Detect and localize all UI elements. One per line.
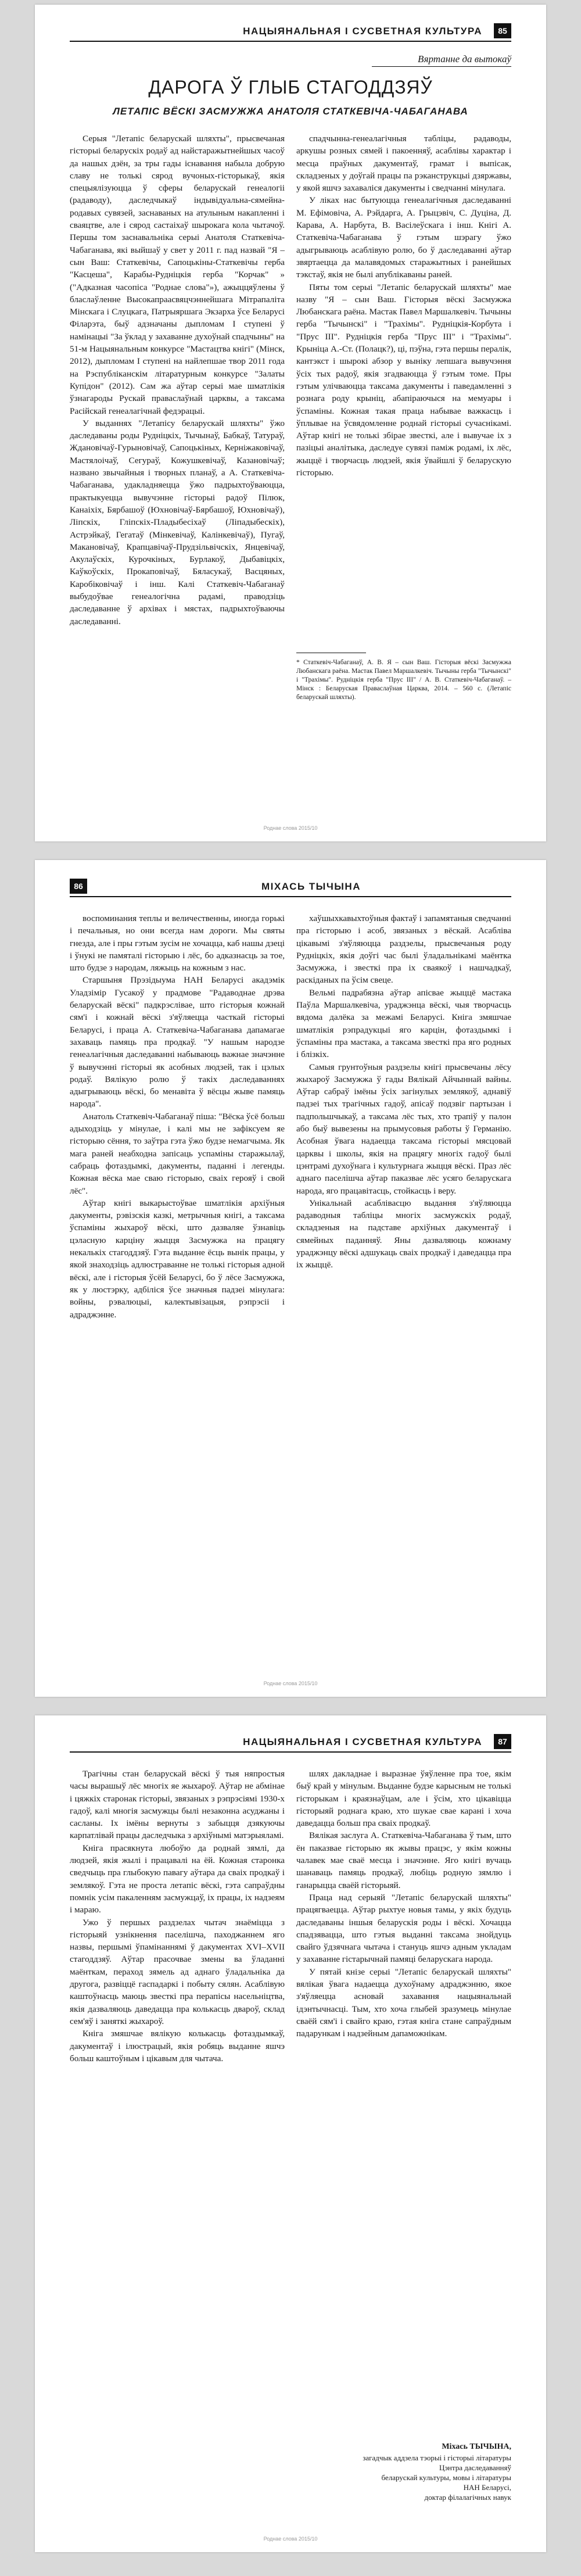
paragraph: У выданнях "Летапісу беларускай шляхты" ўжо даследаваны роды Рудніцкіх, Тычынаў, Бабкаў, Татураў, Ждановічаў-Гурыновічаў, Сапоцькіных, Керніжаковічаў, Мастялоічаў, Сегураў, Кожушкевічаў, Казановічаў; названо звычайныя і творных планаў, а А. Статкевіча-Чабаганава, удакладняецца ўжо падрыхтоўваюцца, практыкуецца вывучэнне гісторыі радоў Пілюк, Канаіхіх, Бярбашоў (Юхновічаў-Бярбашоў, Юхновічаў), Ліпскіх, Гліпскіх-Пладыбесіхаў (Ліпадыбескіх), Астрэйкаў, Гегатаў (Мінкевічаў, Калінкевічаў), Пугаў, Макановічаў, Крапцавічаў-Прудзільвічскіх, Янцевічаў, Акулаўскіх, Курочкіных, Бурлакоў, Дыбавіцкіх, Каўкоўскіх, Прокаповічаў, Бяласукаў, Васцяных, Каробіковічаў і інш. Калі Статкевіч-Чабаганаў выбудоўвае генеалогічна радамі, праводзіць даследаванне ў архівах і мястах, падрыхтоўваючы даследаванні. [70,418,285,626]
column-right [296,132,511,644]
paragraph: У пятай кнізе серыі "Летапіс беларускай шляхты" вялікая ўвага надаецца духоўнаму адраджэнню, якое з'яўляецца асновай захавання нацыянальнай ідэнтычнасці. Тым, хто хоча глыбей зразумець мінулае сваёй сям'і і свайго краю, гэтая кніга стане сапраўдным падарункам і надзейным дапаможнікам. [296,1966,511,2039]
column-left [70,1768,285,2523]
article-title: ДАРОГА Ў ГЛЫБ СТАГОДДЗЯЎ [148,77,433,98]
paragraph: Самыя грунтоўныя раздзелы кнігі прысвечаны лёсу жыхароў Засмужжа ў гады Вялікай Айчыннай вайны. Аўтар сабраў імёны ўсіх загінулых землякоў, аднавіў падзеі тых трагічных гадоў, апісаў подзвіг партызан і падпольшчыкаў, а таксама лёс тых, хто трапіў у палон або быў вывезены на прымусовыя работы ў Германію. Асобная ўвага надаецца таксама гісторыі мясцовай царквы і школы, якія на працягу многіх гадоў былі цэнтрамі духоўнага і культурнага жыцця вёскі. Праз лёс аднаго паселішча аўтар паказвае лёс усяго беларускага народа, яго працавітасць, стойкасць і веру. [296,1062,511,1196]
author-organization: НАН Беларусі, [463,2483,511,2492]
paragraph: Старшыня Прэзідыума НАН Беларусі акадэмік Уладзімір Гусакоў у прадмове "Радаводнае дрэва беларускай вёскі" падкрэслівае, што гісторыя кожнай сям'і і кожнай вёскі з'яўляецца часткай гісторыі Беларусі, і праца А. Статкевіча-Чабаганава дапамагае захаваць памяць пра продкаў. "У нашым народзе генеалагічныя даследаванні набываюць важнае значэнне ў вывучэнні гісторыі як асобных людзей, так і цэлых родаў. Вялікую ролю ў такіх даследаваннях адыгрываюць вёскі, бо менавіта ў вёсцы жыве памяць народа". [70,975,285,1109]
author-position: загадчык аддзела тэорыі і гісторыі літаратуры [363,2453,511,2462]
author-organization: Цэнтра даследаванняў [439,2463,511,2472]
header-title: НАЦЫЯНАЛЬНАЯ І СУСВЕТНАЯ КУЛЬТУРА [243,1736,482,1747]
paragraph: спадчынна-генеалагічныя табліцы, радаводы, аркушы розных сямей і пакоенняў, асаблівы характар і месца праўных дакументаў, грамат і выпісак, складзеных у доўгай працы па рэканструкцыі дзяржавы, у якой яшчэ захаваліся дакументы і сведчанні мінулага. [296,134,511,194]
page-footer: Роднае слова 2015/10 [263,1681,318,1686]
rubric: Вяртанне да вытокаў [417,53,511,65]
paragraph: Аўтар кнігі выкарыстоўвае шматлікія архіўныя дакументы, рэвізскія казкі, метрычныя кнігі, а таксама ўспаміны жыхароў вёскі, што дазваляе ўзнавіць цэласную карціну жыцця Засмужжа на працягу некалькіх стагоддзяў. Гэта выданне ёсць вынік працы, у якой знаходзіць адлюстраванне не толькі гісторыя адной вёскі, але і гісторыя ўсёй Беларусі, бо ў лёсе Засмужжа, як у люстэрку, адбіліся ўсе значныя падзеі мінулага: войны, рэвалюцыі, калектывізацыя, рэпрэсіі і адраджэнне. [70,1198,285,1320]
paragraph: Праца над серыяй "Летапіс беларускай шляхты" працягваецца. Аўтар рыхтуе новыя тамы, у якіх будуць даследаваны іншыя беларускія роды і вёскі. Хочацца спадзявацца, што гэтыя выданні таксама знойдуць свайго ўдзячнага чытача і стануць яшчэ адным укладам у захаванне гістарычнай памяці беларускага народа. [296,1892,511,1965]
paragraph: Анатоль Статкевіч-Чабаганаў піша: "Вёска ўсё больш адыходзіць у мінулае, і калі мы не зафіксуем яе гісторыю сёння, то заўтра гэта ўжо будзе немагчыма. Як мага раней неабходна запісаць успаміны старажылаў, сабраць фотаздымкі, дакументы, паданні і легенды. Кожная вёска мае сваю гісторыю, сваіх герояў і свой лёс". [70,1111,285,1196]
page-footer: Роднае слова 2015/10 [263,2536,318,2542]
page-number: 85 [494,23,511,38]
running-header [70,22,511,45]
author-signature [349,2442,511,2502]
author-organization: беларускай культуры, мовы і літаратуры [381,2473,511,2482]
paragraph: Кніга змяшчае вялікую колькасць фотаздымкаў, дакументаў і ілюстрацый, якія робяць выданне яшчэ больш каштоўным і цікавым для чытача. [70,2029,285,2063]
footnote: * Статкевіч-Чабаганаў, А. В. Я – сын Ваш. Гісторыя вёскі Засмужжа Любанскага раёна. Мастак Павел Маршалкевіч. Тычыны герба "Тычынскі" і "Трахімы". Рудніцкія герба "Прус ІІІ" / А. В. Статкевіч-Чабаганаў. – Мінск : Беларуская Праваслаўная Царква, 2014. – 560 с. (Летапіс беларускай шляхты). [296,659,511,701]
header-rule [70,896,511,897]
author-degree: доктар філалагічных навук [424,2493,511,2502]
page-87 [35,1715,546,2552]
page-86 [35,860,546,1697]
column-left [70,132,285,812]
column-left [70,912,285,1668]
paragraph: Трагічны стан беларускай вёскі ў тыя няпростыя часы вырашыў лёс многіх яе жыхароў. Аўтар не абмінае і цяжкіх старонак гісторыі, звязаных з рэпрэсіямі 1930-х гадоў, калі многія засмужцы былі незаконна асуджаны і сасланы. Іх імёны вернуты з забыцця дзякуючы карпатлівай працы даследчыка з архіўнымі матэрыяламі. [70,1769,285,1841]
paragraph: Кніга прасякнута любоўю да роднай зямлі, да людзей, якія жылі і працавалі на ёй. Кожная старонка сведчыць пра глыбокую павагу аўтара да сваіх продкаў і землякоў. Гэта не проста летапіс вёскі, гэта сапраўдны помнік усім пакаленням засмужцаў, іх працы, іх надзеям і мараю. [70,1843,285,1915]
paragraph: Унікальнай асаблівасцю выдання з'яўляюцца радаводныя табліцы многіх засмужскіх родаў, складзеныя на падставе архіўных дакументаў і сямейных паданняў. Яны дазваляюць кожнаму ураджэнцу вёскі адшукаць сваіх продкаў і даведацца пра іх жыццё. [296,1198,511,1270]
paragraph: Пяты том серыі "Летапіс беларускай шляхты" мае назву "Я – сын Ваш. Гісторыя вёскі Засмужжа Любанскага раёна. Мастак Павел Маршалкевіч. Тычыны герба "Тычынскі" і "Трахімы". Рудніцкія-Корбута і "Прус ІІІ". Рудніцкія герба "Прус ІІІ" і "Трахімы". Крыніца А.-Ст. (Полацк?), ці, пэўна, гэта першы пералік, кантэкст і шырокі абзор у выніку лепшага вывучэння ўсіх тых радоў, якія згадваюцца ў гэтым томе. Пры гэтым улічваюцца таксама дакументы і паведамленні з рознага роду крыніц, абапіраючыся на мемуары і ўспаміны. Кожная такая праца набывае важкасць і ўплывае на ўсвядомленне роднай гісторыі сучаснікамі. Аўтар кнігі не толькі збірае звесткі, але і вывучае іх з пазіцыі аналітыка, даследуе сувязі паміж родамі, іх лёс, жыццё і творчасць людзей, якія ўвайшлі ў беларускую гісторыю. [296,282,511,478]
running-header [70,877,511,901]
header-rule [70,41,511,42]
paragraph: шлях дакладнае і выразнае ўяўленне пра тое, якім быў край у мінулым. Выданне будзе карысным не толькі гісторыкам і краязнаўцам, але і ўсім, хто цікавіцца гісторыяй роднага краю, хто шукае свае карані і хоча даведацца больш пра сваіх продкаў. [296,1769,511,1829]
paragraph: Ужо ў першых раздзелах чытач знаёміцца з гісторыяй узнікнення паселішча, паходжаннем яго назвы, першымі ўпамінаннямі ў дакументах XVI–XVII стагоддзяў. Аўтар прасочвае змены ва ўладанні маёнткам, пераход зямель ад аднаго ўладальніка да другога, развіццё гаспадаркі і побыту сялян. Асаблівую каштоўнасць маюць звесткі пра перапісы насельніцтва, якія дазваляюць даведацца пра колькасць двароў, склад сем'яў і заняткі жыхароў. [70,1917,285,2026]
author-name: Міхась ТЫЧЫНА, [442,2442,511,2451]
page-footer: Роднае слова 2015/10 [263,825,318,831]
paragraph: Вельмі падрабязна аўтар апісвае жыццё мастака Паўла Маршалкевіча, ураджэнца вёскі, чыя творчасць вядома далёка за межамі Беларусі. Кніга змяшчае шматлікія рэпрадукцыі яго карцін, фотаздымкі і ўспаміны пра мастака, а таксама звесткі пра яго родных і блізкіх. [296,987,511,1060]
page-number: 87 [494,1734,511,1749]
paragraph: У ліках нас бытуюцца генеалагічныя даследаванні М. Ефімовіча, А. Рэйдарга, А. Грыцэвіч, С. Дуціна, Д. Карава, А. Нарбута, В. Васілеўскага і інш. Кнігі А. Статкевіча-Чабаганава ў гэтым шэрагу ўжо адыгрываюць асаблівую ролю, бо ў даследаванні аўтар звяртаецца да малавядомых старажытных і ранейшых тэкстаў, якія не былі апублікаваны раней. [296,195,511,280]
paragraph: хаўшыхкавыхтоўныя фактаў і запамятаныя сведчанні пра гісторыю і асоб, звязаных з вёскай. Асабліва цікавымі з'яўляюцца раздзелы, прысвечаныя роду Рудніцкіх, якія доўгі час былі ўладальнікамі маёнтка Засмужжа, і звесткі пра іх сваякоў і нашчадкаў, раскіданых па ўсім свеце. [296,913,511,986]
header-title: МІХАСЬ ТЫЧЫНА [261,881,361,892]
page-number: 86 [70,879,87,894]
running-header [70,1733,511,1756]
header-rule [70,1751,511,1753]
column-right [296,1768,511,2430]
header-title: НАЦЫЯНАЛЬНАЯ І СУСВЕТНАЯ КУЛЬТУРА [243,26,482,37]
column-right [296,912,511,1668]
rubric-rule [372,66,511,67]
paragraph: Серыя "Летапіс беларускай шляхты", прысвечаная гісторыі беларускіх родаў ад найстаражытнейшых часоў да нашых дзён, за тры гады існавання набыла добрую славу не толькі сярод вучоных-гісторыкаў, якія спецыялізуюцца ў сферы беларускай генеалогіі (радаводу), даследчыкаў індывідуальна-сямейна-родавых сувязей, заснаваных на атулыным накапленні і сваяцтве, але і сярод састаіхаў шырокага кола чытачоў. Першы том заснавальніка серыі Анатоля Статкевіча-Чабаганава, які выйшаў у свет у 2011 г. пад назвай "Я – сын Ваш: Статкевічы, Сапоцькіны-Статкевічы герба "Касцеша", Карабы-Рудніцкія герба "Корчак" » ("Адказная часопіса "Роднае слова"»), ажыццяўлены ў бласлаўленне Высокапраасвяцчэннейшага Мітрапаліта Мінскага і Слуцкага, Патрыяршага Экзарха ўсе Беларусі Філарэта, быў адзначаны дыпломам І ступені ў намінацыі "За ўклад у захаванне духоўнай спадчыны" на 51-м Нацыянальным конкурсе "Мастацтва кнігі" (Мінск, 2012), дыпломам І ступені на найлепшае твор 2011 года на Рэспубліканскім літаратурным конкурсе "Залаты Купідон" (2012). Сам жа аўтар серыі мае шматлікія ўзнагароды Рускай праваслаўнай царквы, а таксама Расійскай генеалагічнай федэрацыі. [70,134,285,416]
paragraph: воспоминания теплы и величественны, иногда горькі і печальныя, но они всегда нам дороги. Мы святы гнезда, але і пры гэтым зусім не хочацца, каб нашы дзеці і ўнукі не памяталі гісторыю і лёс, бо адказнасць за тое, што будзе з народам, ляжыць на кожным з нас. [70,913,285,973]
paragraph: Вялікая заслуга А. Статкевіча-Чабаганава ў тым, што ён паказвае гісторыю як жывы працэс, у якім кожны чалавек мае сваё месца і значэнне. Яго кнігі вучаць шанаваць памяць продкаў, любіць родную зямлю і ганарыцца сваёй гісторыяй. [296,1830,511,1890]
article-subtitle: ЛЕТАПІС ВЁСКІ ЗАСМУЖЖА АНАТОЛЯ СТАТКЕВІЧА-ЧАБАГАНАВА [113,106,468,117]
page-85 [35,5,546,841]
